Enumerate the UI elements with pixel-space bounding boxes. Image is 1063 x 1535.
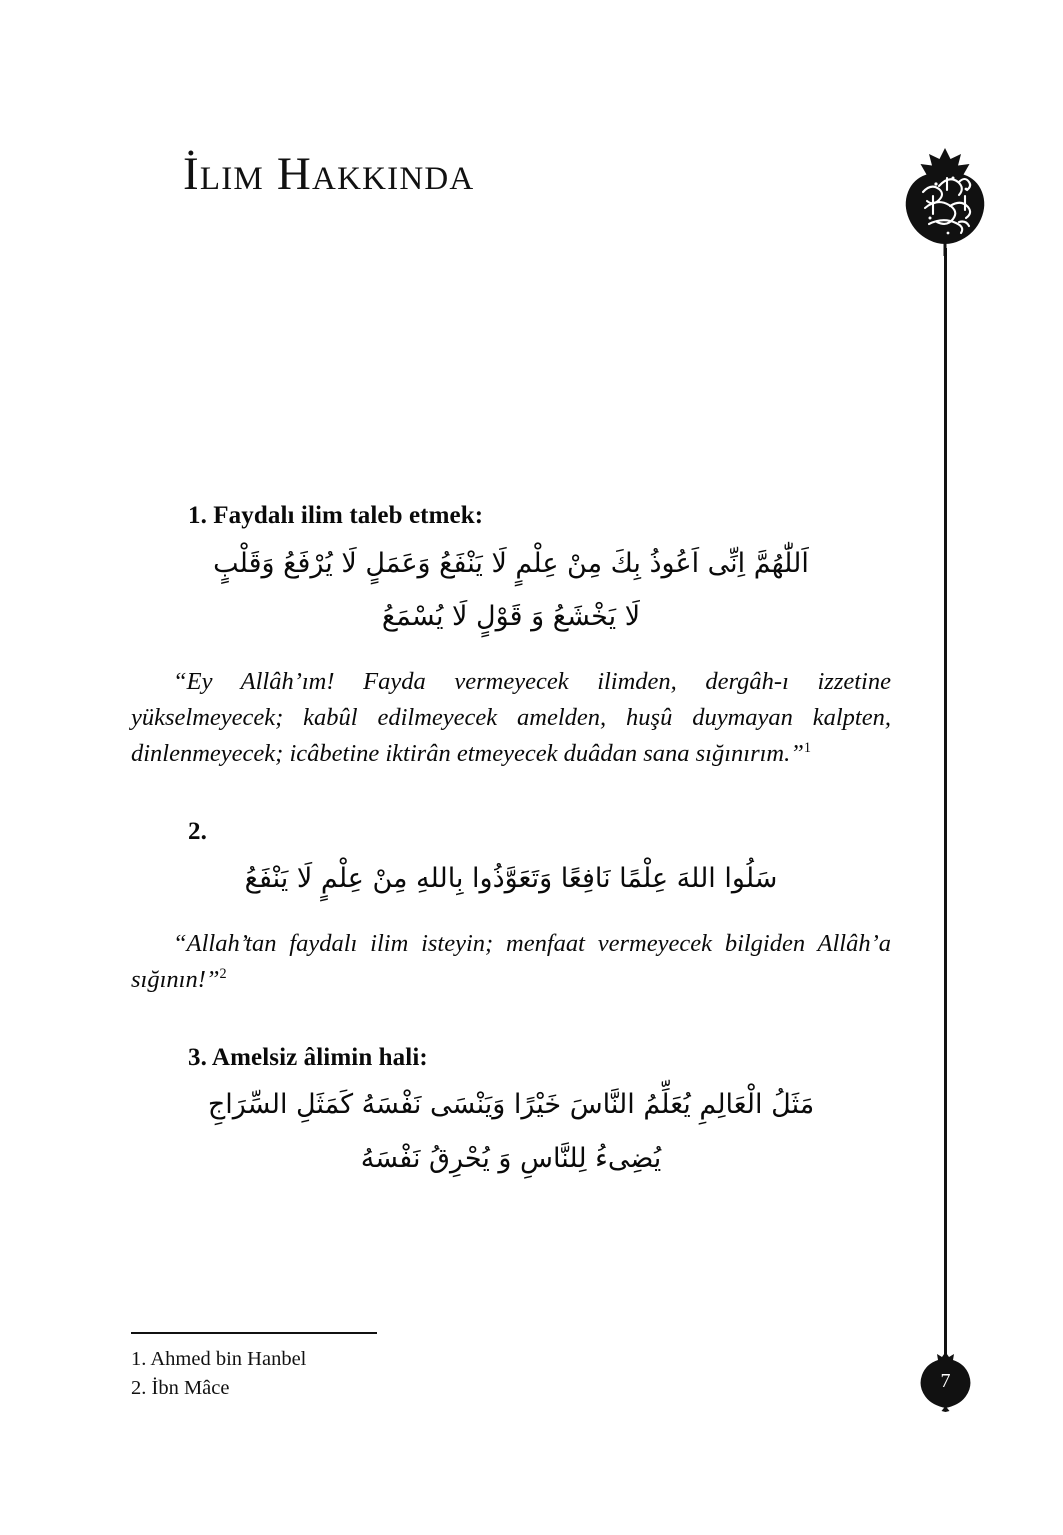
arabic-text-line: اَللّٰهُمَّ اِنِّى اَعُوذُ بِكَ مِنْ عِلْمٍ لَا يَنْفَعُ وَعَمَلٍ لَا يُرْفَعُ وَقَلْبٍ [213, 547, 809, 579]
section-2 [131, 816, 891, 998]
section-heading: 1. Faydalı ilim taleb etmek: [188, 502, 484, 529]
footnote-separator-rule [131, 1332, 377, 1334]
translation-text: “Allah’tan faydalı ilim isteyin; menfaat vermeyecek bilgiden Allâh’a sığının!” [131, 930, 891, 993]
footnote-block [131, 1332, 551, 1403]
translation-paragraph [131, 926, 891, 998]
translation-text: “Ey Allâh’ım! Fayda vermeyecek ilimden, dergâh-ı izzetine yükselmeyecek; kabûl edilmeyecek amelden, huşû duymayan kalpten, dinlenmeyecek; icâbetine iktirân etmeyecek duâdan sana sığınırım.” [131, 668, 891, 767]
arabic-text-line: مَثَلُ الْعَالِمِ يُعَلِّمُ النَّاسَ خَيْرًا وَيَنْسَى نَفْسَهُ كَمَثَلِ السِّرَاجِ [207, 1089, 815, 1121]
translation-paragraph [131, 664, 891, 771]
arabic-text-line: سَلُوا اللهَ عِلْمًا نَافِعًا وَتَعَوَّذُوا بِاللهِ مِنْ عِلْمٍ لَا يَنْفَعُ [244, 863, 778, 895]
section-1 [131, 500, 891, 772]
page-content [131, 500, 891, 1184]
footnote-marker[interactable]: 1 [803, 739, 811, 756]
footnote-item: 1. Ahmed bin Hanbel [131, 1348, 307, 1370]
calligraphic-seal-icon [903, 148, 987, 256]
page-number: 7 [940, 1370, 951, 1392]
arabic-text-line: لَا يَخْشَعُ وَ قَوْلٍ لَا يُسْمَعُ [381, 601, 641, 633]
footnote-item: 2. İbn Mâce [131, 1377, 230, 1400]
section-heading: 2. [188, 817, 207, 845]
section-3 [131, 1042, 891, 1184]
arabic-text-line: يُضِىءُ لِلنَّاسِ وَ يُحْرِقُ نَفْسَهُ [360, 1143, 662, 1175]
ornamental-vertical-rule [944, 248, 947, 1374]
section-heading: 3. Amelsiz âlimin hali: [188, 1043, 428, 1071]
page-title: İlim Hakkında [183, 148, 475, 200]
footnote-marker[interactable]: 2 [219, 965, 227, 982]
